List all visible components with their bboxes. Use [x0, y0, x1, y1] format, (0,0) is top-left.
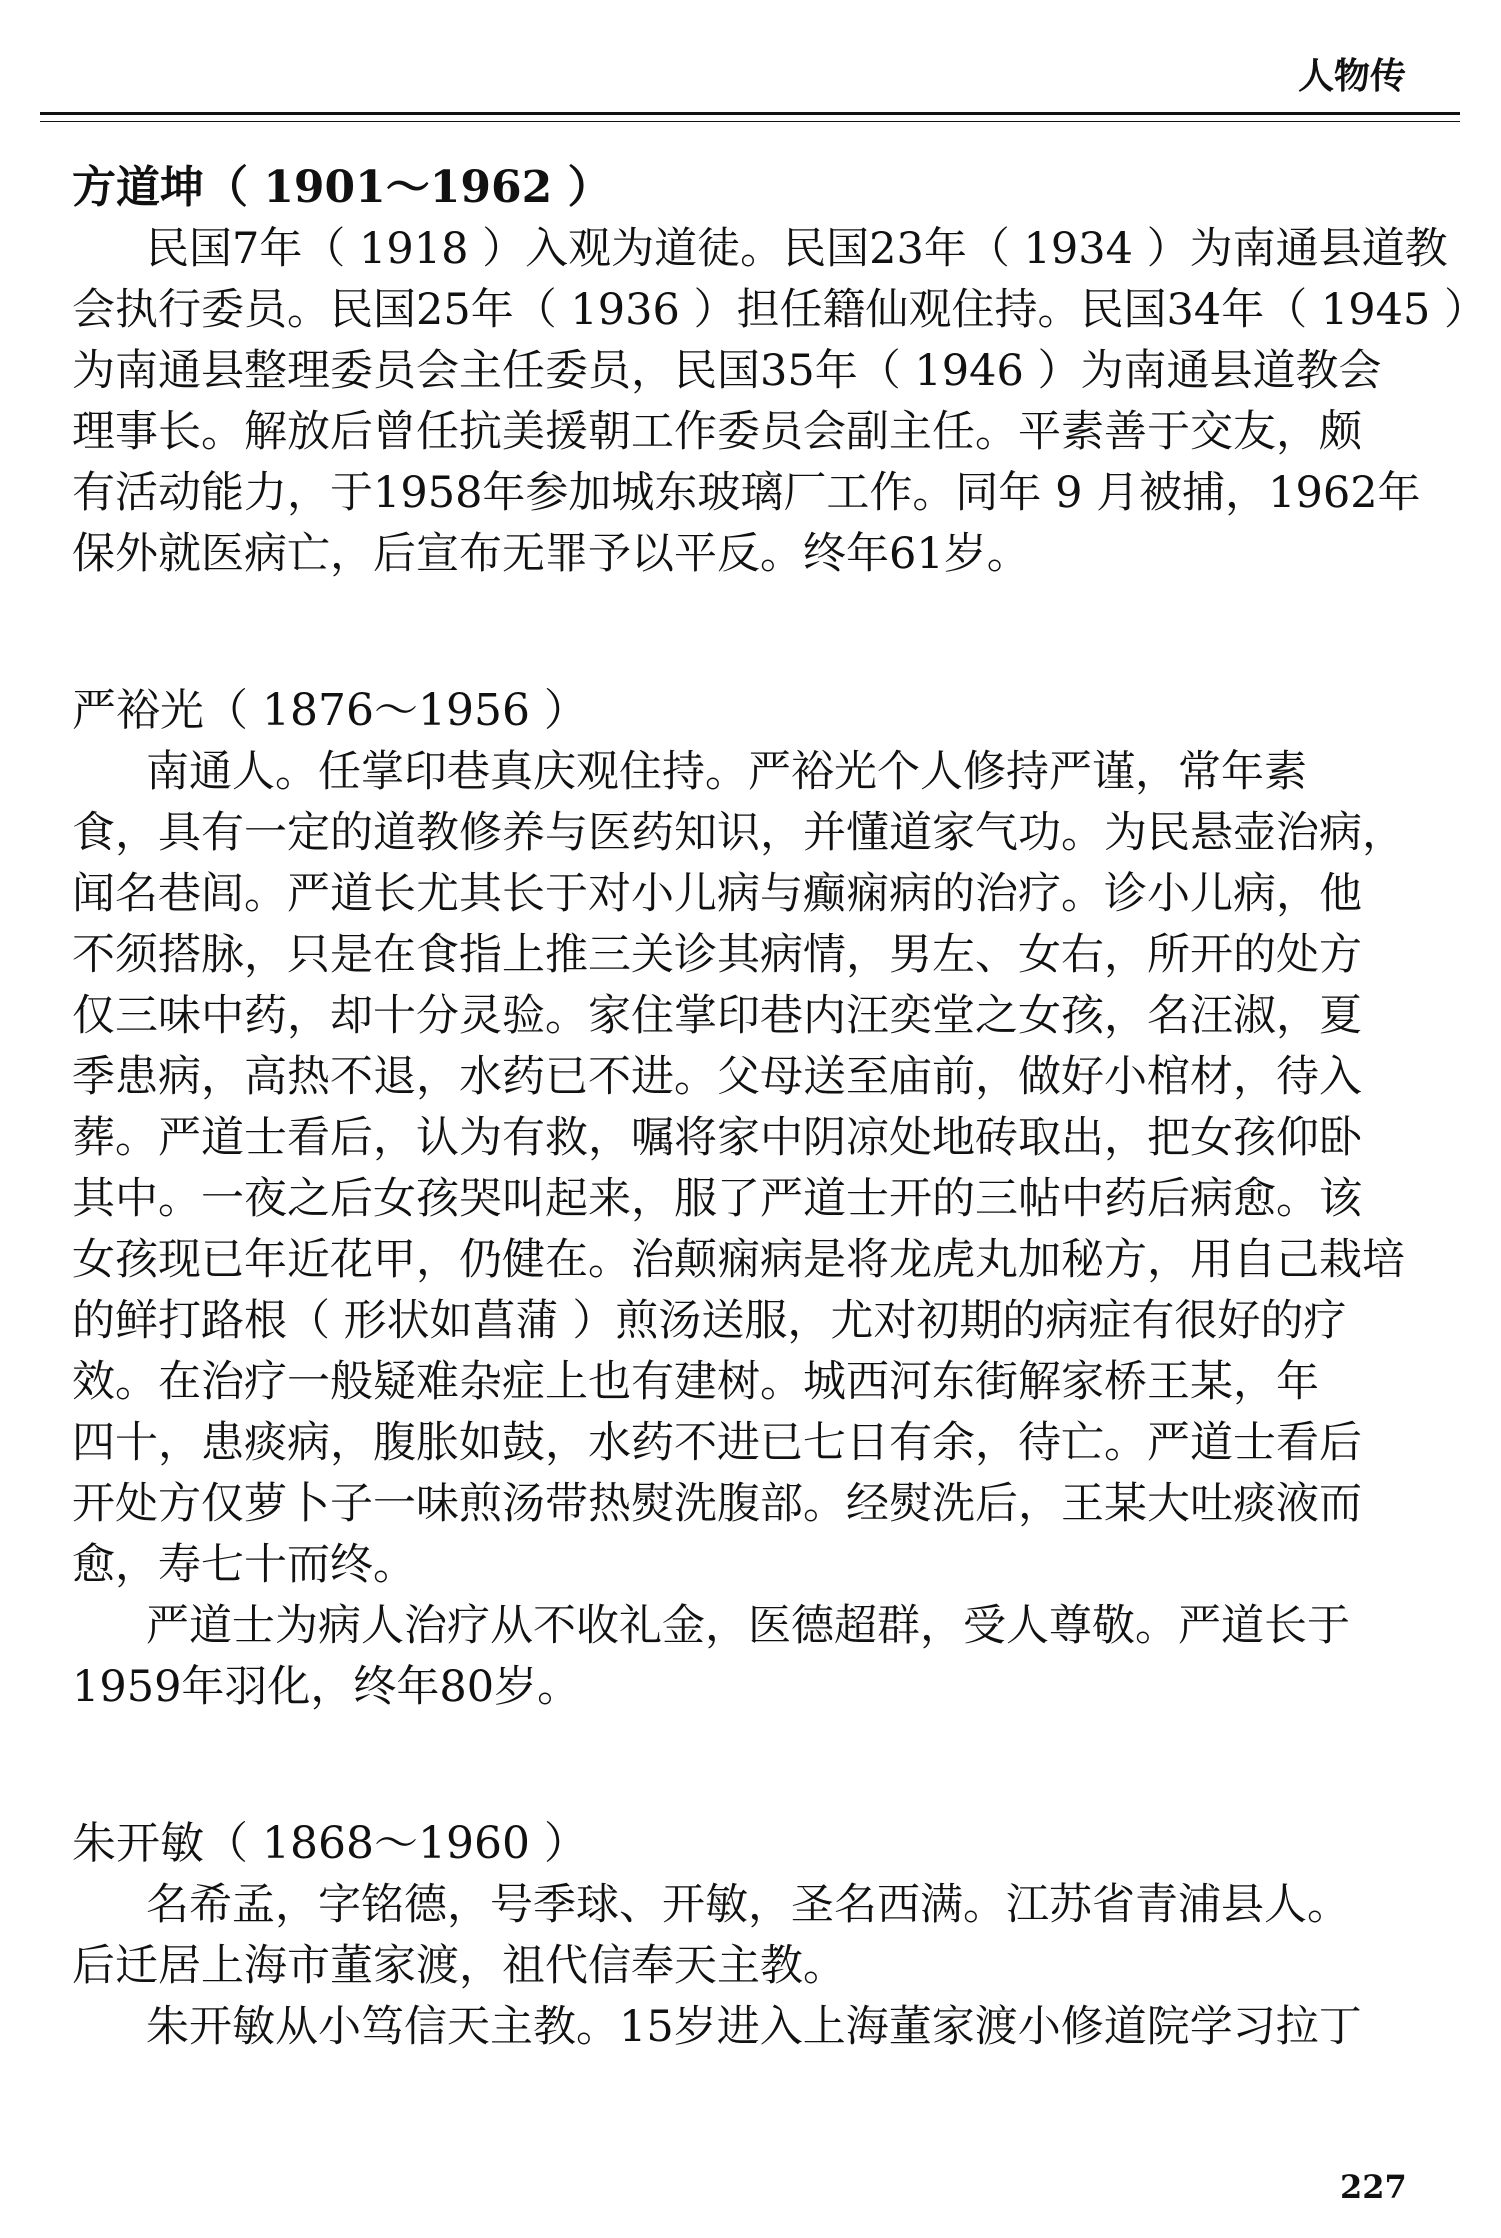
body-line: 食，具有一定的道教修养与医药知识，并懂道家气功。为民悬壶治病， — [72, 808, 1405, 858]
body-line: 朱开敏从小笃信天主教。15岁进入上海董家渡小修道院学习拉丁 — [146, 2002, 1362, 2052]
body-line: 开处方仅萝卜子一味煎汤带热熨洗腹部。经熨洗后，王某大吐痰液而 — [72, 1479, 1362, 1529]
body-line: 愈，寿七十而终。 — [72, 1540, 416, 1590]
body-line: 闻名巷闾。严道长尤其长于对小儿病与癫痫病的治疗。诊小儿病，他 — [72, 869, 1362, 919]
body-line: 其中。一夜之后女孩哭叫起来，服了严道士开的三帖中药后病愈。该 — [72, 1174, 1362, 1224]
entry-heading: 朱开敏（ 1868～1960 ） — [72, 1818, 588, 1869]
body-line: 南通人。任掌印巷真庆观住持。严裕光个人修持严谨，常年素 — [146, 747, 1307, 797]
body-line: 葬。严道士看后，认为有救，嘱将家中阴凉处地砖取出，把女孩仰卧 — [72, 1113, 1362, 1163]
body-line: 的鲜打路根（ 形状如菖蒲 ）煎汤送服，尤对初期的病症有很好的疗 — [72, 1296, 1347, 1346]
header-rule-thin — [40, 121, 1460, 122]
body-line: 季患病，高热不退，水药已不进。父母送至庙前，做好小棺材，待入 — [72, 1052, 1362, 1102]
body-line: 效。在治疗一般疑难杂症上也有建树。城西河东街解家桥王某，年 — [72, 1357, 1319, 1407]
body-line: 有活动能力，于1958年参加城东玻璃厂工作。同年 9 月被捕，1962年 — [72, 468, 1421, 518]
body-line: 仅三味中药，却十分灵验。家住掌印巷内汪奕堂之女孩，名汪淑，夏 — [72, 991, 1362, 1041]
entry-heading: 严裕光（ 1876～1956 ） — [72, 685, 588, 736]
body-line: 保外就医病亡，后宣布无罪予以平反。终年61岁。 — [72, 529, 1030, 579]
header-rule-thick — [40, 112, 1460, 115]
body-line: 后迁居上海市董家渡，祖代信奉天主教。 — [72, 1941, 846, 1991]
body-line: 女孩现已年近花甲，仍健在。治颠痫病是将龙虎丸加秘方，用自己栽培 — [72, 1235, 1405, 1285]
body-line: 名希孟，字铭德，号季球、开敏，圣名西满。江苏省青浦县人。 — [146, 1880, 1350, 1930]
entry-heading: 方道坤（ 1901～1962 ） — [72, 162, 612, 213]
body-line: 理事长。解放后曾任抗美援朝工作委员会副主任。平素善于交友，颇 — [72, 407, 1362, 457]
body-line: 民国7年（ 1918 ）入观为道徒。民国23年（ 1934 ）为南通县道教 — [146, 224, 1448, 274]
page-number: 227 — [1340, 2168, 1407, 2206]
body-line: 1959年羽化，终年80岁。 — [72, 1662, 581, 1712]
body-line: 不须搭脉，只是在食指上推三关诊其病情，男左、女右，所开的处方 — [72, 930, 1362, 980]
body-line: 会执行委员。民国25年（ 1936 ）担任籍仙观住持。民国34年（ 1945 ） — [72, 285, 1487, 335]
body-line: 严道士为病人治疗从不收礼金，医德超群，受人尊敬。严道长于 — [146, 1601, 1350, 1651]
body-line: 四十，患痰病，腹胀如鼓，水药不进已七日有余，待亡。严道士看后 — [72, 1418, 1362, 1468]
running-head: 人物传 — [1298, 55, 1407, 97]
body-line: 为南通县整理委员会主任委员，民国35年（ 1946 ）为南通县道教会 — [72, 346, 1382, 396]
